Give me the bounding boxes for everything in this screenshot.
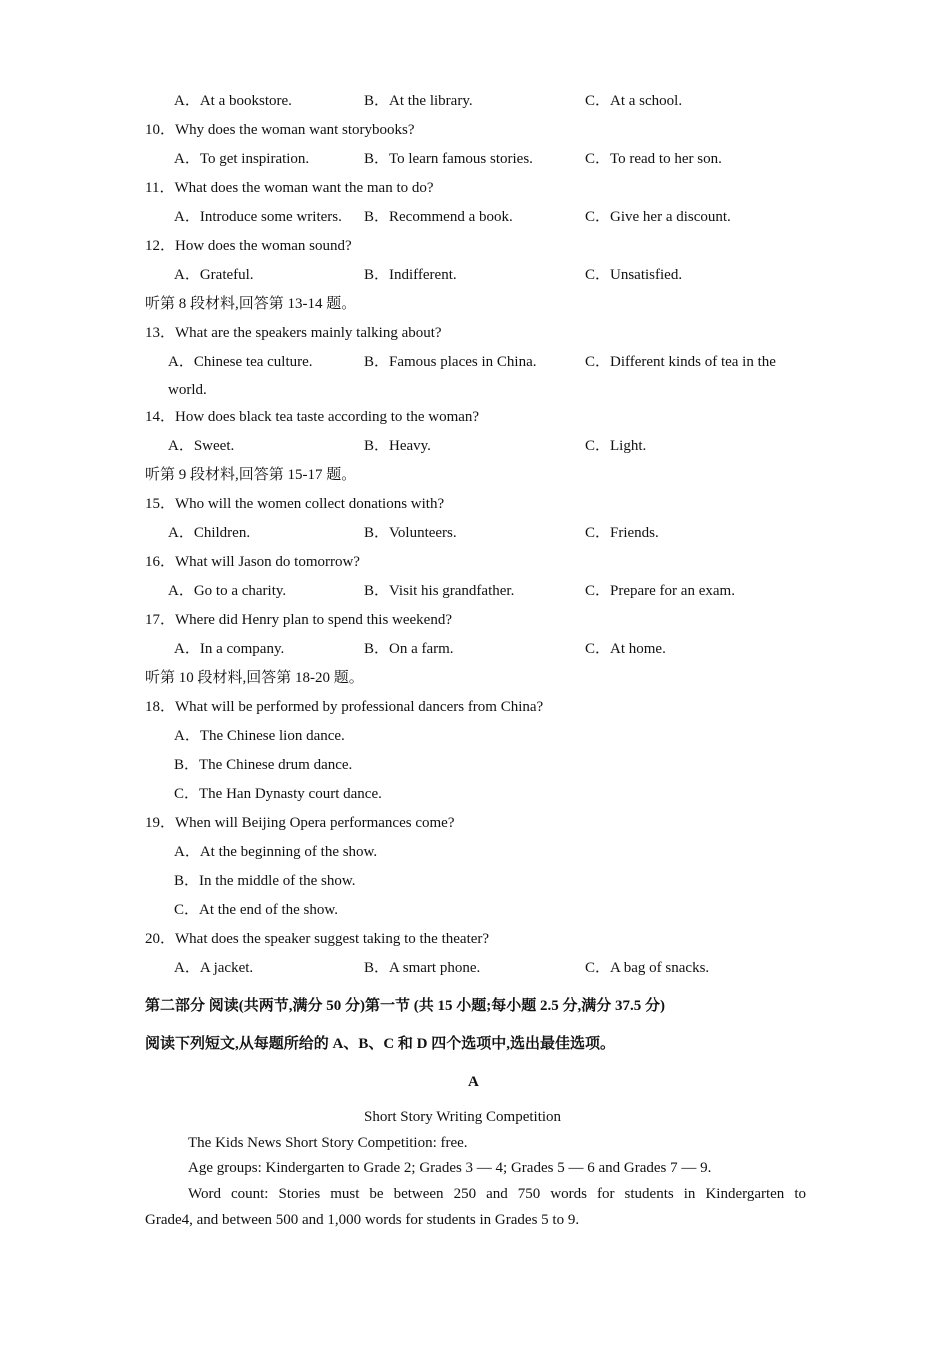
section-9-instruction: 听第 9 段材料,回答第 15-17 题。 — [145, 467, 357, 483]
q9-option-b[interactable]: B．At the library. — [364, 93, 473, 109]
q19-stem: 19．When will Beijing Opera performances come? — [145, 815, 455, 831]
q16-option-a[interactable]: A．Go to a charity. — [168, 583, 287, 599]
section-10-instruction: 听第 10 段材料,回答第 18-20 题。 — [145, 670, 364, 686]
q11-option-c[interactable]: C．Give her a discount. — [585, 209, 731, 225]
passage-letter: A — [468, 1074, 479, 1090]
q11-option-b[interactable]: B．Recommend a book. — [364, 209, 513, 225]
q20-option-a[interactable]: A．A jacket. — [174, 960, 254, 976]
q16-stem: 16．What will Jason do tomorrow? — [145, 554, 360, 570]
q14-stem: 14．How does black tea taste according to the woman? — [145, 409, 480, 425]
q18-option-b[interactable]: B．The Chinese drum dance. — [174, 757, 353, 773]
q10-stem: 10．Why does the woman want storybooks? — [145, 122, 415, 138]
q19-option-a[interactable]: A．At the beginning of the show. — [174, 844, 378, 860]
q10-option-a[interactable]: A．To get inspiration. — [174, 151, 310, 167]
q16-option-b[interactable]: B．Visit his grandfather. — [364, 583, 515, 599]
q13-option-a[interactable]: A．Chinese tea culture. — [168, 354, 313, 370]
q9-option-c[interactable]: C．At a school. — [585, 93, 683, 109]
q17-option-c[interactable]: C．At home. — [585, 641, 666, 657]
q17-stem: 17．Where did Henry plan to spend this weekend? — [145, 612, 452, 628]
q15-option-c[interactable]: C．Friends. — [585, 525, 659, 541]
q13-stem: 13．What are the speakers mainly talking about? — [145, 325, 442, 341]
q17-option-a[interactable]: A．In a company. — [174, 641, 285, 657]
q18-stem: 18．What will be performed by professional dancers from China? — [145, 699, 544, 715]
q18-option-a[interactable]: A．The Chinese lion dance. — [174, 728, 345, 744]
q12-option-a[interactable]: A．Grateful. — [174, 267, 254, 283]
q12-stem: 12．How does the woman sound? — [145, 238, 352, 254]
q20-option-c[interactable]: C．A bag of snacks. — [585, 960, 710, 976]
passage-paragraph-3-line-2: Grade4, and between 500 and 1,000 words for students in Grades 5 to 9. — [145, 1212, 580, 1228]
q14-option-c[interactable]: C．Light. — [585, 438, 647, 454]
q13-option-b[interactable]: B．Famous places in China. — [364, 354, 537, 370]
section-8-instruction: 听第 8 段材料,回答第 13-14 题。 — [145, 296, 357, 312]
q18-option-c[interactable]: C．The Han Dynasty court dance. — [174, 786, 382, 802]
q15-option-a[interactable]: A．Children. — [168, 525, 251, 541]
q19-option-b[interactable]: B．In the middle of the show. — [174, 873, 356, 889]
q12-option-c[interactable]: C．Unsatisfied. — [585, 267, 683, 283]
passage-title: Short Story Writing Competition — [364, 1109, 562, 1125]
q17-option-b[interactable]: B．On a farm. — [364, 641, 454, 657]
q13-option-c-continued: world. — [168, 382, 207, 398]
passage-paragraph-3-line-1: Word count: Stories must be between 250 and 750 words for students in Kindergarten to — [188, 1186, 806, 1202]
q20-stem: 20．What does the speaker suggest taking to the theater? — [145, 931, 490, 947]
q11-stem: 11．What does the woman want the man to do? — [145, 180, 434, 196]
q14-option-b[interactable]: B．Heavy. — [364, 438, 431, 454]
q15-option-b[interactable]: B．Volunteers. — [364, 525, 457, 541]
q16-option-c[interactable]: C．Prepare for an exam. — [585, 583, 735, 599]
part2-instruction: 阅读下列短文,从每题所给的 A、B、C 和 D 四个选项中,选出最佳选项。 — [145, 1036, 616, 1052]
q12-option-b[interactable]: B．Indifferent. — [364, 267, 457, 283]
q10-option-c[interactable]: C．To read to her son. — [585, 151, 722, 167]
passage-paragraph-1: The Kids News Short Story Competition: free. — [188, 1135, 468, 1151]
q19-option-c[interactable]: C．At the end of the show. — [174, 902, 339, 918]
q9-option-a[interactable]: A．At a bookstore. — [174, 93, 292, 109]
q14-option-a[interactable]: A．Sweet. — [168, 438, 235, 454]
q10-option-b[interactable]: B．To learn famous stories. — [364, 151, 533, 167]
q13-option-c[interactable]: C．Different kinds of tea in the — [585, 354, 776, 370]
q20-option-b[interactable]: B．A smart phone. — [364, 960, 481, 976]
q11-option-a[interactable]: A．Introduce some writers. — [174, 209, 342, 225]
part2-heading: 第二部分 阅读(共两节,满分 50 分)第一节 (共 15 小题;每小题 2.5 分,满分 37.5 分) — [145, 998, 665, 1014]
passage-paragraph-2: Age groups: Kindergarten to Grade 2; Grades 3 — 4; Grades 5 — 6 and Grades 7 — 9. — [188, 1160, 712, 1176]
q15-stem: 15．Who will the women collect donations with? — [145, 496, 445, 512]
